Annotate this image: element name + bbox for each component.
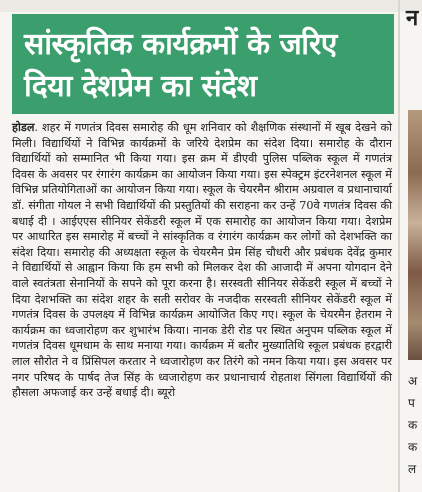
article-body — [12, 120, 392, 401]
column-divider — [398, 0, 400, 492]
page-top-margin — [0, 0, 422, 12]
adjacent-headline-fragment: न — [406, 5, 419, 31]
headline-line-1: सांस्कृतिक कार्यक्रमों के जरिए — [24, 27, 337, 62]
adjacent-text-fragment — [408, 370, 422, 480]
adjacent-column-fragment — [402, 0, 422, 492]
adjacent-text-char: क — [408, 418, 418, 432]
article-dateline: होडल — [12, 120, 35, 134]
adjacent-text-char: ल — [408, 462, 417, 476]
headline-banner — [12, 14, 394, 114]
headline-line-2: दिया देशप्रेम का संदेश — [24, 69, 257, 104]
adjacent-text-char: क — [408, 440, 418, 454]
article-text: . शहर में गणतंत्र दिवस समारोह की धूम शनिवार को शैक्षणिक संस्थानों में खूब देखने को मिली। विद्यार्थियों ने विभिन्न कार्यक्रमों के जरिये देशप्रेम का संदेश दिया। समारोह के दौरान विद्यार्थियों को सम्मानित भी किया गया। इस क्रम में डीएवी पुलिस पब्लिक स्कूल में गणतंत्र दिवस के अवसर पर रंगारंग कार्यक्रम का आयोजन किया गया। इस स्पेक्ट्रम इंटरनेशनल स्कूल में विभिन्न प्रतियोगिताओं का आयोजन किया गया। स्कूल के चेयरमैन श्रीराम अग्रवाल व प्रधानाचार्या डॉ. संगीता गोयल ने सभी विद्यार्थियों की प्रस्तुतियों की सराहना कर उन्हें 70वे गणतंत्र दिवस की बधाई दी । आईएएस सीनियर सेकेंडरी स्कूल में एक समारोह का आयोजन किया गया। देशप्रेम पर आधारित इस समारोह में बच्चों ने सांस्कृतिक व रंगारंग कार्यक्रम कर लोगों को देशभक्ति का संदेश दिया। समारोह की अध्यक्षता स्कूल के चेयरमैन प्रेम सिंह चौधरी और प्रबंधक देवेंद्र कुमार ने विद्यार्थियों से आह्वान किया कि हम सभी को मिलकर देश की आजादी में अपना योगदान देने वाले स्वतंत्रता सेनानियों के सपने को पूरा करना है। सरस्वती सीनियर सेकेंडरी स्कूल में बच्चों ने दिया देशभक्ति का संदेश शहर के सती सरोवर के नजदीक सरस्वती सीनियर सेकेंडरी स्कूल में गणतंत्र दिवस के उपलक्ष्य में विभिन्न कार्यक्रम आयोजित किए गए। स्कूल के चेयरमैन हेतराम ने कार्यक्रम का ध्वजारोहण कर शुभारंभ किया। नानक डेरी रोड पर स्थित अनुपम पब्लिक स्कूल में गणतंत्र दिवस धूमधाम के साथ मनाया गया। कार्यक्रम में बतौर मुख्यातिथि स्कूल प्रबंधक हरद्वारी लाल सौरोत ने व प्रिंसिपल करतार ने ध्वजारोहण कर तिरंगे को नमन किया गया। इस अवसर पर नगर परिषद के पार्षद तेज सिंह के ध्वजारोहण कर प्रधानाचार्य रोहताश सिंगला विद्यार्थियों की हौसला अफजाई कर उन्हें बधाई दी। ब्यूरो — [12, 121, 392, 400]
adjacent-text-char: प — [408, 396, 415, 410]
adjacent-photo — [408, 110, 422, 360]
adjacent-text-char: अ — [408, 374, 418, 388]
